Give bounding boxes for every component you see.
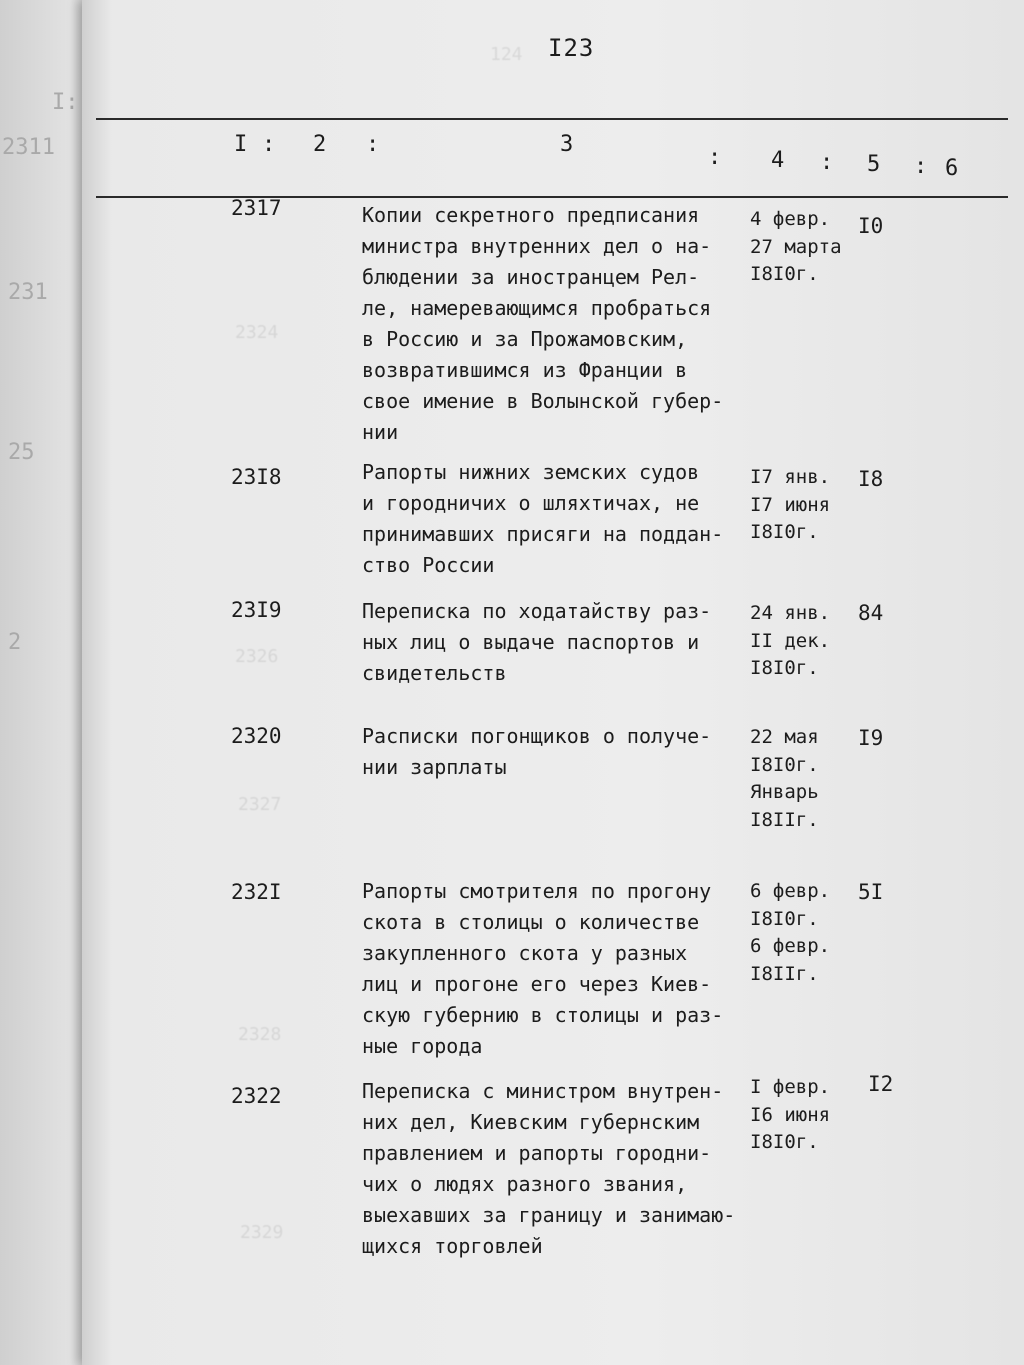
record-description — [362, 721, 742, 783]
record-dates — [750, 600, 830, 683]
record-number: 23I8 — [231, 465, 282, 489]
column-separator: : — [820, 150, 834, 175]
date-line: I8I0г. — [750, 657, 819, 679]
date-line: 6 февр. — [750, 935, 831, 957]
column-header-1: I — [234, 132, 248, 157]
bleed-through-text: 2324 — [235, 322, 279, 343]
record-number: 2317 — [231, 196, 282, 220]
date-line: Январь — [750, 781, 819, 803]
column-separator: : — [914, 154, 928, 179]
column-header-6: 6 — [945, 156, 959, 181]
bleed-through-text: 2327 — [238, 794, 282, 815]
date-line: 4 февр. — [750, 208, 831, 230]
header-top-rule — [96, 118, 1008, 120]
date-line: I6 июня — [750, 1103, 831, 1126]
record-sheet-count: I2 — [868, 1072, 894, 1096]
record-dates — [750, 1074, 830, 1157]
description-line: ные города — [362, 1034, 483, 1058]
bleed-through-text: 2329 — [240, 1222, 284, 1243]
description-line: закупленного скота у разных — [362, 941, 688, 965]
description-line: ство России — [362, 553, 495, 577]
date-line: 6 февр. — [750, 880, 831, 902]
date-line: I8I0г. — [750, 907, 819, 930]
record-description — [362, 200, 742, 448]
description-line: скота в столицы о количестве — [362, 910, 700, 934]
column-separator: : — [366, 132, 380, 157]
bleed-through-text: 124 — [490, 44, 523, 65]
record-number: 23I9 — [231, 598, 282, 622]
bleed-through-text: 2326 — [235, 646, 279, 667]
record-description — [362, 457, 742, 581]
description-line: нии зарплаты — [362, 755, 507, 779]
date-line: II дек. — [750, 629, 831, 652]
record-sheet-count: 5I — [858, 880, 884, 904]
description-line: лиц и прогоне его через Киев- — [362, 972, 712, 996]
description-line: Рапорты смотрителя по прогону — [362, 879, 712, 903]
description-line: них дел, Киевским губернским — [362, 1110, 700, 1134]
column-separator: : — [708, 145, 722, 170]
column-header-3: 3 — [560, 132, 574, 157]
record-description — [362, 1076, 742, 1262]
date-line: 27 марта — [750, 235, 842, 258]
description-line: ле, намеревающимся пробраться — [362, 296, 712, 320]
description-line: блюдении за иностранцем Рел- — [362, 265, 700, 289]
description-line: Рапорты нижних земских судов — [362, 460, 700, 484]
bleed-mark: 231 — [8, 280, 48, 305]
date-line: I8I0г. — [750, 521, 819, 543]
description-line: и городничих о шляхтичах, не — [362, 491, 700, 515]
bleed-through-text: 2328 — [238, 1024, 282, 1045]
record-description — [362, 876, 742, 1062]
column-header-2: 2 — [313, 132, 327, 157]
record-sheet-count: I8 — [858, 467, 884, 491]
description-line: щихся торговлей — [362, 1234, 543, 1258]
record-dates — [750, 878, 830, 988]
description-line: Расписки погонщиков о получе- — [362, 724, 712, 748]
record-sheet-count: I9 — [858, 726, 884, 750]
date-line: I8I0г. — [750, 753, 819, 776]
date-line: I7 июня — [750, 493, 831, 516]
description-line: возвратившимся из Франции в — [362, 358, 688, 382]
record-dates — [750, 724, 819, 834]
record-number: 232I — [231, 880, 282, 904]
record-number: 2322 — [231, 1084, 282, 1108]
date-line: I8I0г. — [750, 1131, 819, 1153]
column-separator: : — [262, 132, 276, 157]
bleed-mark: I: — [52, 90, 79, 115]
record-description — [362, 596, 742, 689]
date-line: I8IIг. — [750, 808, 819, 831]
bleed-mark: 2 — [8, 630, 22, 655]
description-line: свое имение в Волынской губер- — [362, 389, 724, 413]
description-line: выехавших за границу и занимаю- — [362, 1203, 736, 1227]
description-line: нии — [362, 420, 399, 444]
date-line: I8IIг. — [750, 962, 819, 985]
description-line: в Россию и за Прожамовским, — [362, 327, 688, 351]
bleed-mark: 2311 — [2, 135, 55, 160]
record-number: 2320 — [231, 724, 282, 748]
description-line: скую губернию в столицы и раз- — [362, 1003, 724, 1027]
description-line: министра внутренних дел о на- — [362, 234, 712, 258]
bleed-mark: 25 — [8, 440, 35, 465]
description-line: ных лиц о выдаче паспортов и — [362, 630, 700, 654]
date-line: 22 мая — [750, 726, 819, 748]
description-line: свидетельств — [362, 661, 507, 685]
column-header-5: 5 — [867, 152, 881, 177]
description-line: Переписка по ходатайству раз- — [362, 599, 712, 623]
record-dates — [750, 464, 830, 547]
record-dates — [750, 206, 842, 289]
description-line: принимавших присяги на поддан- — [362, 522, 724, 546]
description-line: чих о людях разного звания, — [362, 1172, 688, 1196]
page-number: I23 — [548, 34, 595, 62]
record-sheet-count: 84 — [858, 601, 884, 625]
description-line: Переписка с министром внутрен- — [362, 1079, 724, 1103]
date-line: 24 янв. — [750, 602, 831, 624]
date-line: I февр. — [750, 1076, 831, 1098]
date-line: I7 янв. — [750, 466, 831, 488]
record-sheet-count: I0 — [858, 214, 884, 238]
date-line: I8I0г. — [750, 263, 819, 285]
column-header-4: 4 — [771, 148, 785, 173]
description-line: правлением и рапорты городни- — [362, 1141, 712, 1165]
description-line: Копии секретного предписания — [362, 203, 700, 227]
